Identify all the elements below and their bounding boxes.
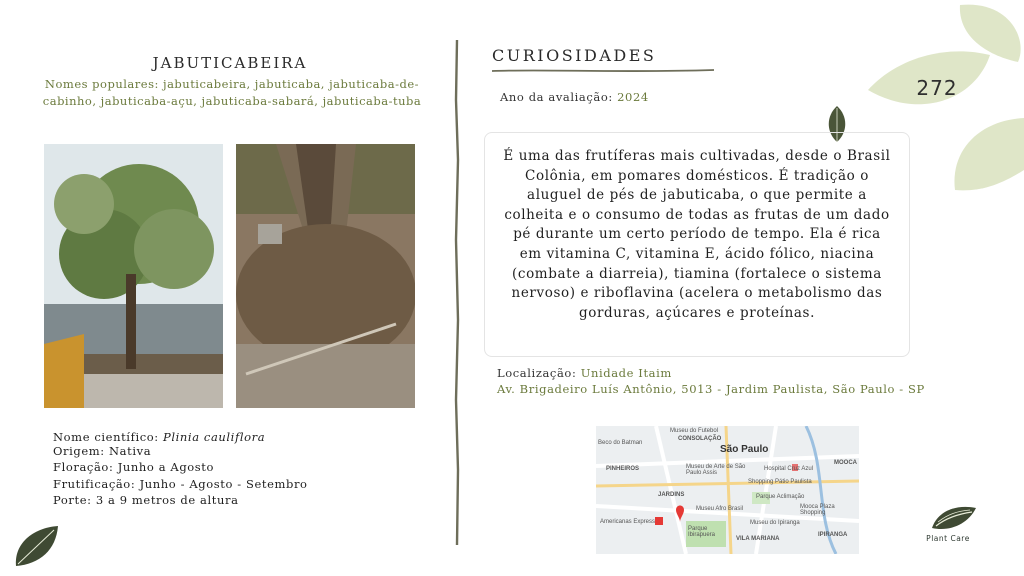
column-divider: [453, 40, 461, 545]
curiosities-box: [484, 132, 910, 357]
location-map[interactable]: [596, 426, 859, 554]
map-label: CONSOLAÇÃO: [678, 436, 722, 442]
map-label: PINHEIROS: [606, 466, 640, 472]
map-label: Museu do Ipiranga: [750, 520, 800, 526]
page-number: 272: [916, 76, 958, 100]
fact-value: 3 a 9 metros de altura: [95, 493, 239, 507]
size-row: [53, 493, 239, 507]
title-underline: [492, 68, 714, 74]
popular-names: Nomes populares: jabuticabeira, jabuticaba, jabuticaba-de-cabinho, jabuticaba-açu, jabuticaba-sabará, jabuticaba-tuba: [42, 77, 422, 108]
map-label: Museu de Arte de São Paulo Assis: [686, 464, 746, 476]
location: [497, 366, 672, 380]
fact-label: Porte:: [53, 493, 96, 507]
soil-photo: [236, 144, 415, 408]
logo-text: Plant Care: [926, 534, 970, 543]
map-label: MOOCA: [834, 460, 857, 466]
scientific-name-row: [53, 430, 265, 444]
flowering-row: [53, 460, 214, 474]
map-label: Parque Ibirapuera: [688, 526, 716, 538]
map-city: São Paulo: [720, 444, 769, 455]
fruiting-row: [53, 477, 308, 491]
address: Av. Brigadeiro Luís Antônio, 5013 - Jardim Paulista, São Paulo - SP: [497, 382, 925, 396]
plant-care-logo-icon: [928, 502, 980, 532]
map-label: Mooca Plaza Shopping: [800, 504, 835, 516]
eval-label: Ano da avaliação:: [500, 90, 618, 104]
evaluation-year: [500, 90, 649, 104]
map-label: Museu Afro Brasil: [696, 506, 744, 512]
map-label: Shopping Pátio Paulista: [748, 479, 812, 485]
fact-value: Plinia cauliflora: [163, 430, 266, 444]
eval-value: 2024: [617, 90, 649, 104]
fact-label: Nome científico:: [53, 430, 164, 444]
fact-value: Junho - Agosto - Setembro: [139, 477, 308, 491]
fact-value: Nativa: [109, 444, 152, 458]
map-label: IPIRANGA: [818, 532, 848, 538]
location-label: Localização:: [497, 366, 581, 380]
map-label: JARDINS: [658, 492, 685, 498]
leaf-icon: [12, 524, 60, 568]
curiosities-title: CURIOSIDADES: [492, 46, 657, 65]
map-label: Beco do Batman: [598, 440, 643, 446]
tree-photo: [44, 144, 223, 408]
map-label: Parque Aclimação: [756, 494, 805, 500]
map-label: Museu do Futebol: [670, 428, 719, 434]
fact-label: Frutificação:: [53, 477, 140, 491]
location-value: Unidade Itaim: [580, 366, 672, 380]
fact-label: Origem:: [53, 444, 110, 458]
map-label: VILA MARIANA: [736, 536, 780, 542]
map-label: Americanas Express: [600, 519, 656, 525]
plant-name: JABUTICABEIRA: [152, 54, 308, 72]
fact-label: Floração:: [53, 460, 118, 474]
fact-value: Junho a Agosto: [117, 460, 215, 474]
curiosities-text: É uma das frutíferas mais cultivadas, desde o Brasil Colônia, em pomares domésticos. É tradição o aluguel de pés de jabuticaba, o que permite a colheita e o consumo de todas as frutas de um dado pé durante um certo período de tempo. Ela é rica em vitamina C, vitamina E, ácido fólico, niacina (combate a diarreia), tiamina (fortalece o sistema nervoso) e riboflavina (acelera o metabolismo das gorduras, açúcares e proteínas.: [503, 148, 891, 321]
origin-row: [53, 444, 151, 458]
map-label: Hospital Cruz Azul: [764, 466, 814, 472]
